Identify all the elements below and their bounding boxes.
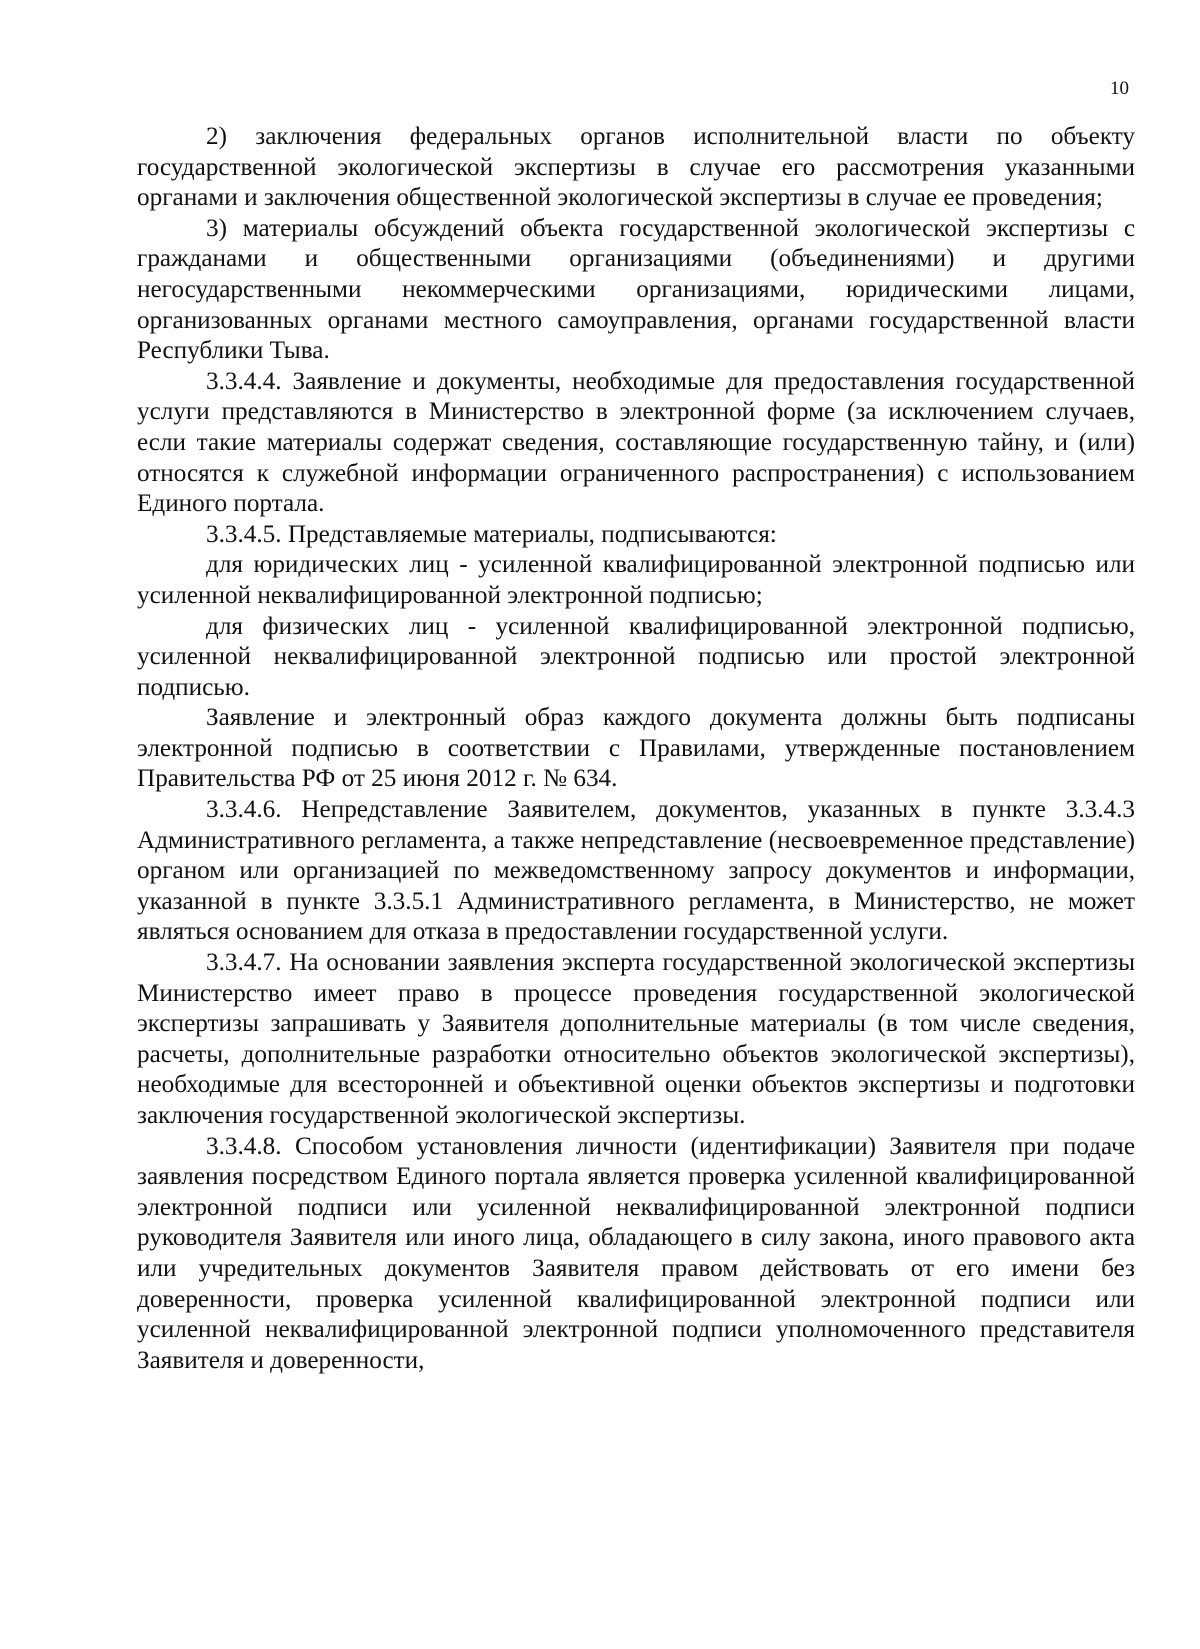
- paragraph-signature-rules: Заявление и электронный образ каждого документа должны быть подписаны электронной подписью в соответствии с Правилами, утвержденные постановлением Правительства РФ от 25 июня 2012 г. № 634.: [137, 704, 1135, 793]
- paragraph-item-2: 2) заключения федеральных органов исполнительной власти по объекту государственной экологической экспертизы в случае его рассмотрения указанными органами и заключения общественной экологической экспертизы в случае ее проведения;: [137, 123, 1135, 212]
- paragraph-item-3: 3) материалы обсуждений объекта государственной экологической экспертизы с гражданами и общественными организациями (объединениями) и другими негосударственными некоммерческими организациями, юридическими лицами, организованных органами местного самоуправления, органами государственной власти Республики Тыва.: [137, 214, 1135, 365]
- paragraph-3-3-4-8: 3.3.4.8. Способом установления личности (идентификации) Заявителя при подаче заявления посредством Единого портала является проверка усиленной квалифицированной электронной подписи или усиленной неквалифицированной электронной подписи руководителя Заявителя или иного лица, обладающего в силу закона, иного правового акта или учредительных документов Заявителя правом действовать от его имени без доверенности, проверка усиленной квалифицированной электронной подписи или усиленной неквалифицированной электронной подписи уполномоченного представителя Заявителя и доверенности,: [137, 1132, 1135, 1374]
- paragraph-legal-entities: для юридических лиц - усиленной квалифицированной электронной подписью или усиленной неквалифицированной электронной подписью;: [137, 551, 1135, 609]
- page-number: 10: [1110, 78, 1129, 99]
- paragraph-individuals: для физических лиц - усиленной квалифицированной электронной подписью, усиленной неквалифицированной электронной подписью или простой электронной подписью.: [137, 612, 1135, 701]
- paragraph-3-3-4-7: 3.3.4.7. На основании заявления эксперта государственной экологической экспертизы Министерство имеет право в процессе проведения государственной экологической экспертизы запрашивать у Заявителя дополнительные материалы (в том числе сведения, расчеты, дополнительные разработки относительно объектов экологической экспертизы), необходимые для всесторонней и объективной оценки объектов экспертизы и подготовки заключения государственной экологической экспертизы.: [137, 949, 1135, 1129]
- paragraph-3-3-4-5: 3.3.4.5. Представляемые материалы, подписываются:: [206, 520, 777, 548]
- paragraph-3-3-4-6: 3.3.4.6. Непредставление Заявителем, документов, указанных в пункте 3.3.4.3 Административного регламента, а также непредставление (несвоевременное представление) органом или организацией по межведомственному запросу документов и информации, указанной в пункте 3.3.5.1 Административного регламента, в Министерство, не может являться основанием для отказа в предоставлении государственной услуги.: [137, 796, 1135, 946]
- document-body: [137, 122, 1135, 1376]
- paragraph-3-3-4-4: 3.3.4.4. Заявление и документы, необходимые для предоставления государственной услуги представляются в Министерство в электронной форме (за исключением случаев, если такие материалы содержат сведения, составляющие государственную тайну, и (или) относятся к служебной информации ограниченного распространения) с использованием Единого портала.: [137, 367, 1135, 518]
